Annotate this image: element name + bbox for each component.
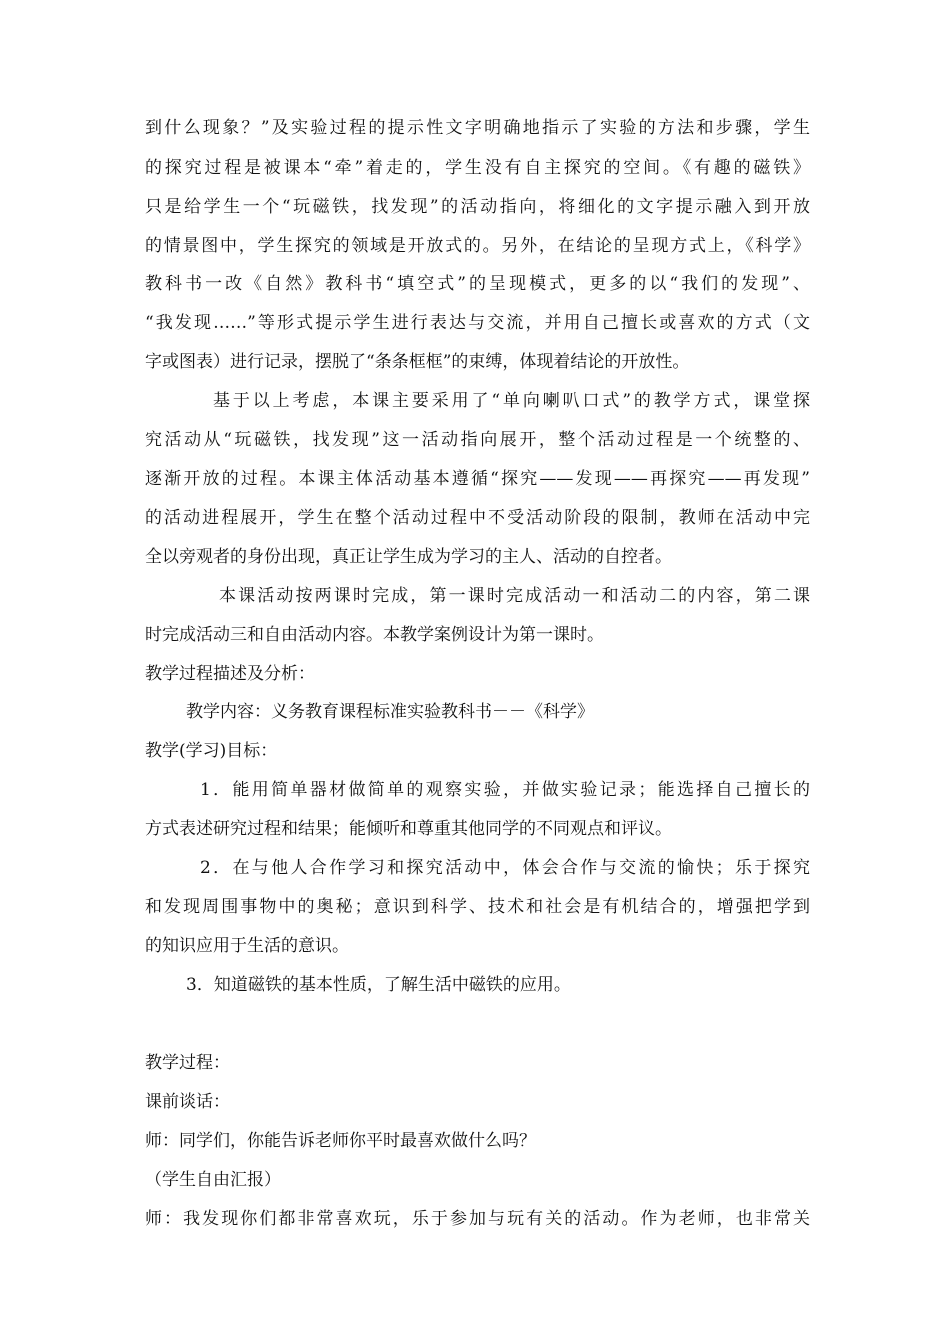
teaching-content: 教学内容：义务教育课程标准实验教科书－－《科学》: [186, 702, 594, 722]
objective-item: 2．在与他人合作学习和探究活动中，体会合作与交流的愉快；乐于探究: [200, 858, 810, 878]
section-heading: 教学过程：: [145, 1053, 230, 1073]
section-heading: 教学(学习)目标：: [145, 741, 278, 761]
objective-item: 1．能用简单器材做简单的观察实验，并做实验记录；能选择自己擅长的: [200, 780, 810, 800]
paragraph-line: 的探究过程是被课本“牵”着走的，学生没有自主探究的空间。《有趣的磁铁》: [145, 158, 810, 178]
paragraph-line-indented: 基于以上考虑，本课主要采用了“单向喇叭口式”的教学方式，课堂探: [213, 391, 810, 411]
paragraph-line: 字或图表）进行记录，摆脱了“条条框框”的束缚，体现着结论的开放性。: [145, 352, 690, 372]
dialogue-line: 师：我发现你们都非常喜欢玩，乐于参加与玩有关的活动。作为老师，也非常关: [145, 1209, 810, 1229]
dialogue-line: 师：同学们，你能告诉老师你平时最喜欢做什么吗？: [145, 1131, 536, 1151]
objective-item-continued: 的知识应用于生活的意识。: [145, 936, 349, 956]
dialogue-note: （学生自由汇报）: [145, 1170, 281, 1190]
section-heading: 教学过程描述及分析：: [145, 664, 315, 684]
paragraph-line-indented: 本课活动按两课时完成，第一课时完成活动一和活动二的内容，第二课: [219, 586, 810, 606]
objective-item: 3．知道磁铁的基本性质，了解生活中磁铁的应用。: [186, 975, 571, 995]
paragraph-line: 时完成活动三和自由活动内容。本教学案例设计为第一课时。: [145, 625, 604, 645]
paragraph-line: “我发现……”等形式提示学生进行表达与交流，并用自己擅长或喜欢的方式（文: [145, 313, 810, 333]
paragraph-line: 的情景图中，学生探究的领域是开放式的。另外，在结论的呈现方式上，《科学》: [145, 236, 810, 256]
paragraph-line: 教科书一改《自然》教科书“填空式”的呈现模式，更多的以“我们的发现”、: [145, 274, 810, 294]
paragraph-line: 逐渐开放的过程。本课主体活动基本遵循“探究——发现——再探究——再发现”: [145, 469, 810, 489]
objective-item-continued: 方式表述研究过程和结果；能倾听和尊重其他同学的不同观点和评议。: [145, 819, 672, 839]
paragraph-line: 只是给学生一个“玩磁铁，找发现”的活动指向，将细化的文字提示融入到开放: [145, 197, 810, 217]
paragraph-line: 究活动从“玩磁铁，找发现”这一活动指向展开，整个活动过程是一个统整的、: [145, 430, 810, 450]
paragraph-line: 到什么现象？”及实验过程的提示性文字明确地指示了实验的方法和步骤，学生: [145, 118, 810, 138]
objective-item-continued: 和发现周围事物中的奥秘；意识到科学、技术和社会是有机结合的，增强把学到: [145, 897, 810, 917]
paragraph-line: 全以旁观者的身份出现，真正让学生成为学习的主人、活动的自控者。: [145, 547, 672, 567]
paragraph-line: 的活动进程展开，学生在整个活动过程中不受活动阶段的限制，教师在活动中完: [145, 508, 810, 528]
section-heading: 课前谈话：: [145, 1092, 230, 1112]
